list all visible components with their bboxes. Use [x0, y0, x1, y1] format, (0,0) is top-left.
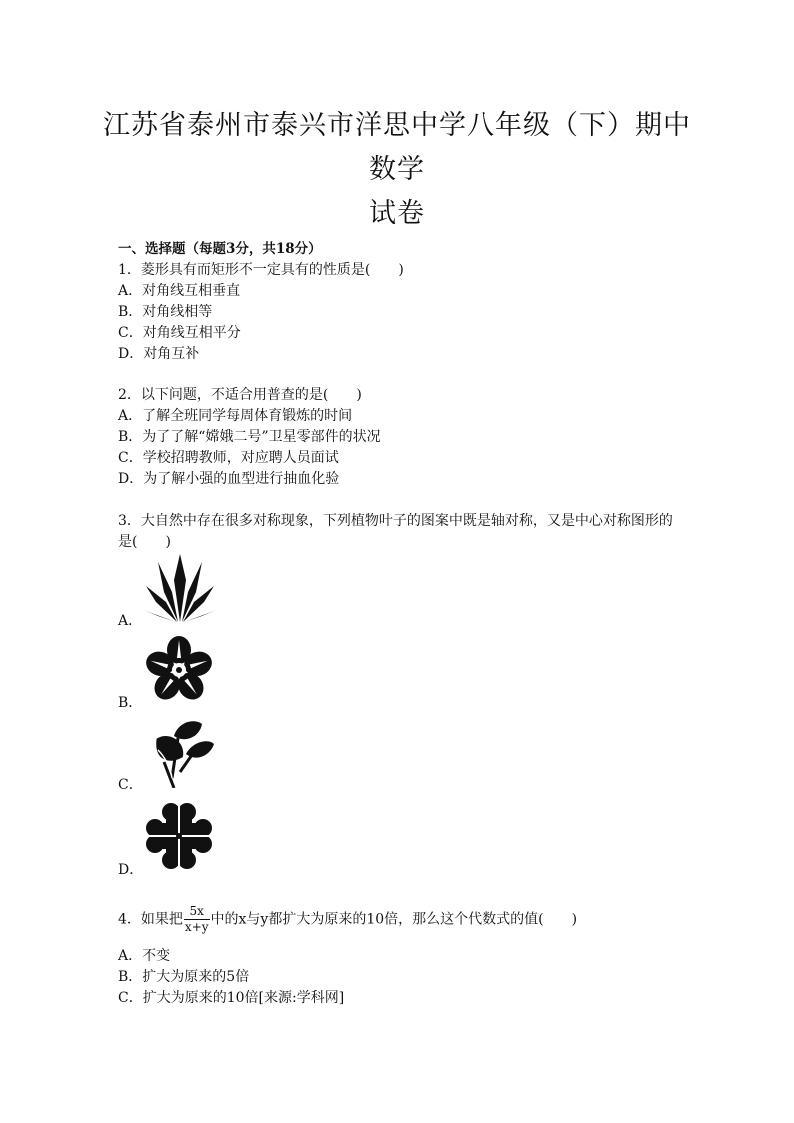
q3-option-b-label: B．: [118, 695, 143, 711]
q4-option-b: B．扩大为原来的5倍: [118, 969, 250, 985]
section-heading: 一、选择题（每题3分，共18分）: [118, 241, 322, 257]
q4-stem-suffix: 中的x与y都扩大为原来的10倍，那么这个代数式的值( ): [210, 911, 578, 928]
q3-stem-line-1: 3．大自然中存在很多对称现象，下列植物叶子的图案中既是轴对称，又是中心对称图形的: [118, 513, 673, 529]
spiky-leaf-icon: [144, 552, 216, 624]
title-line-1: 江苏省泰州市泰兴市洋思中学八年级（下）期中数学: [103, 110, 691, 185]
five-petal-flower-icon: [144, 634, 214, 704]
q2-option-b: B．为了了解“嫦娥二号”卫星零部件的状况: [118, 429, 381, 445]
q1-option-c: C．对角线互相平分: [118, 325, 241, 341]
q1-option-a: A．对角线互相垂直: [118, 283, 241, 299]
q4-stem: [118, 904, 577, 935]
q2-stem: 2．以下问题，不适合用普查的是( ): [118, 387, 362, 403]
q3-option-c-label: C．: [118, 777, 143, 793]
q1-option-b: B．对角线相等: [118, 304, 213, 320]
q3-option-a-label: A．: [118, 613, 143, 629]
q4-option-a: A．不变: [118, 948, 171, 964]
two-leaves-icon: [144, 716, 214, 788]
fraction-numerator: 5x: [184, 904, 210, 920]
fraction-denominator: x+y: [184, 920, 209, 934]
q2-option-d: D．为了解小强的血型进行抽血化验: [118, 471, 340, 487]
title-line-2: 试卷: [369, 198, 425, 229]
q2-option-a: A．了解全班同学每周体育锻炼的时间: [118, 408, 353, 424]
q4-stem-prefix: 4．如果把: [118, 911, 183, 928]
q3-stem-line-2: 是( ): [118, 534, 171, 550]
q3-option-d-label: D．: [118, 862, 144, 878]
q4-option-c: C．扩大为原来的10倍[来源:学科网]: [118, 990, 345, 1006]
q1-option-d: D．对角互补: [118, 346, 200, 362]
q1-stem: 1．菱形具有而矩形不一定具有的性质是( ): [118, 262, 404, 278]
document-title: [100, 104, 694, 236]
q2-option-c: C．学校招聘教师，对应聘人员面试: [118, 450, 339, 466]
four-heart-clover-icon: [144, 800, 214, 872]
fraction: [184, 904, 210, 935]
